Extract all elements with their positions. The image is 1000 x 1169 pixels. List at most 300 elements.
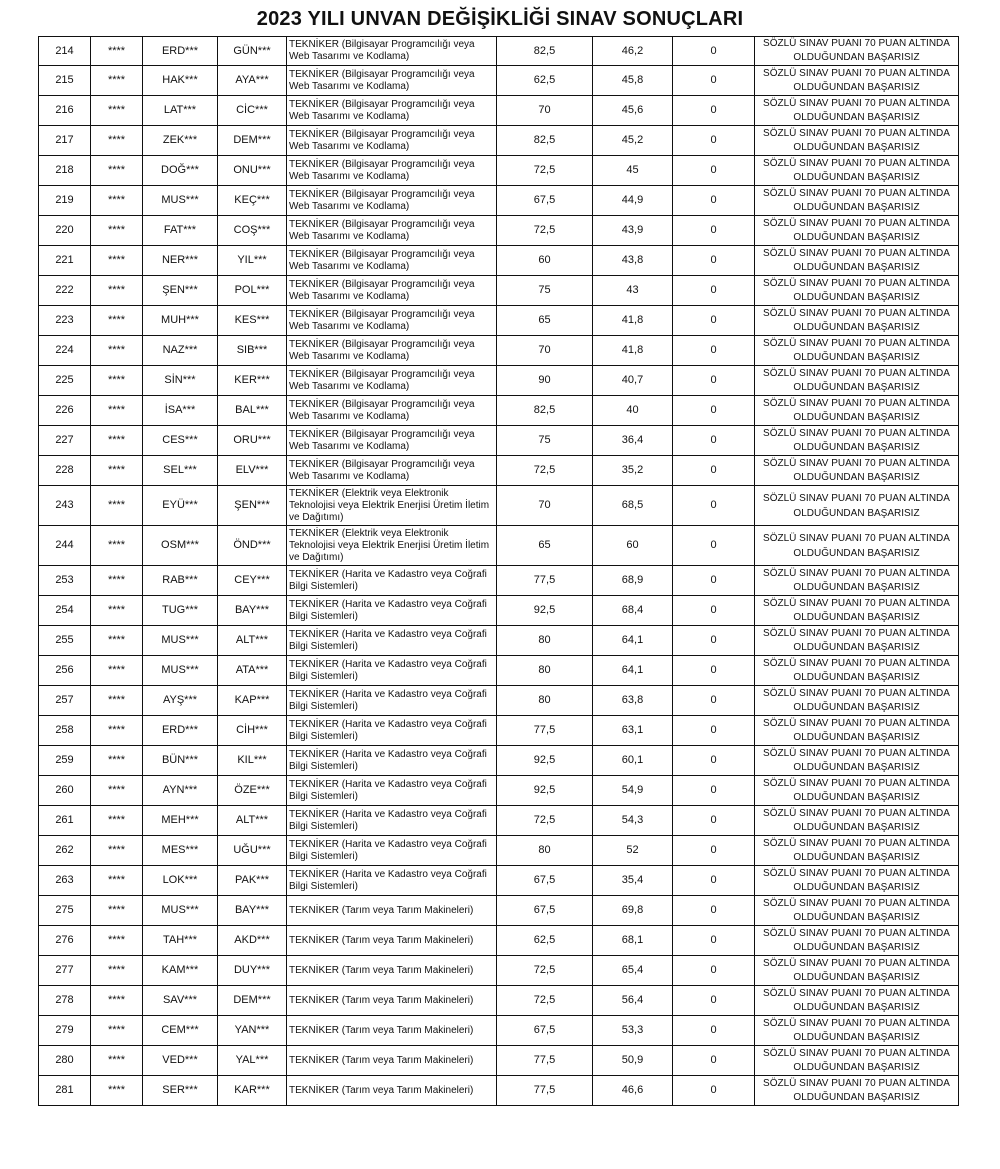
position-cell: TEKNİKER (Bilgisayar Programcılığı veya Web Tasarımı ve Kodlama) — [287, 156, 497, 186]
surname-cell: AYA*** — [218, 66, 287, 96]
position-cell: TEKNİKER (Bilgisayar Programcılığı veya Web Tasarımı ve Kodlama) — [287, 306, 497, 336]
final-score-cell: 0 — [673, 1016, 755, 1046]
oral-score-cell: 69,8 — [593, 896, 673, 926]
final-score-cell: 0 — [673, 486, 755, 526]
surname-cell: COŞ*** — [218, 216, 287, 246]
oral-score-cell: 52 — [593, 836, 673, 866]
tc-no-cell: **** — [91, 96, 143, 126]
sira-no-cell: 254 — [39, 596, 91, 626]
written-score-cell: 82,5 — [497, 396, 593, 426]
tc-no-cell: **** — [91, 866, 143, 896]
result-cell: SÖZLÜ SINAV PUANI 70 PUAN ALTINDA OLDUĞUNDAN BAŞARISIZ — [755, 716, 959, 746]
sira-no-cell: 219 — [39, 186, 91, 216]
written-score-cell: 72,5 — [497, 216, 593, 246]
surname-cell: YIL*** — [218, 246, 287, 276]
written-score-cell: 92,5 — [497, 596, 593, 626]
written-score-cell: 82,5 — [497, 37, 593, 66]
final-score-cell: 0 — [673, 336, 755, 366]
name-cell: EYÜ*** — [143, 486, 218, 526]
final-score-cell: 0 — [673, 186, 755, 216]
tc-no-cell: **** — [91, 66, 143, 96]
surname-cell: BAL*** — [218, 396, 287, 426]
final-score-cell: 0 — [673, 596, 755, 626]
written-score-cell: 60 — [497, 246, 593, 276]
result-cell: SÖZLÜ SINAV PUANI 70 PUAN ALTINDA OLDUĞUNDAN BAŞARISIZ — [755, 1046, 959, 1076]
surname-cell: ELV*** — [218, 456, 287, 486]
surname-cell: KEÇ*** — [218, 186, 287, 216]
written-score-cell: 80 — [497, 836, 593, 866]
sira-no-cell: 243 — [39, 486, 91, 526]
position-cell: TEKNİKER (Harita ve Kadastro veya Coğrafi Bilgi Sistemleri) — [287, 566, 497, 596]
sira-no-cell: 215 — [39, 66, 91, 96]
name-cell: AYN*** — [143, 776, 218, 806]
result-cell: SÖZLÜ SINAV PUANI 70 PUAN ALTINDA OLDUĞUNDAN BAŞARISIZ — [755, 216, 959, 246]
position-cell: TEKNİKER (Harita ve Kadastro veya Coğrafi Bilgi Sistemleri) — [287, 776, 497, 806]
result-cell: SÖZLÜ SINAV PUANI 70 PUAN ALTINDA OLDUĞUNDAN BAŞARISIZ — [755, 686, 959, 716]
surname-cell: KER*** — [218, 366, 287, 396]
result-cell: SÖZLÜ SINAV PUANI 70 PUAN ALTINDA OLDUĞUNDAN BAŞARISIZ — [755, 1076, 959, 1106]
table-row — [39, 246, 959, 276]
oral-score-cell: 43 — [593, 276, 673, 306]
table-row — [39, 396, 959, 426]
sira-no-cell: 263 — [39, 866, 91, 896]
written-score-cell: 80 — [497, 626, 593, 656]
oral-score-cell: 43,9 — [593, 216, 673, 246]
result-cell: SÖZLÜ SINAV PUANI 70 PUAN ALTINDA OLDUĞUNDAN BAŞARISIZ — [755, 956, 959, 986]
name-cell: KAM*** — [143, 956, 218, 986]
position-cell: TEKNİKER (Tarım veya Tarım Makineleri) — [287, 986, 497, 1016]
position-cell: TEKNİKER (Bilgisayar Programcılığı veya Web Tasarımı ve Kodlama) — [287, 456, 497, 486]
sira-no-cell: 228 — [39, 456, 91, 486]
final-score-cell: 0 — [673, 306, 755, 336]
written-score-cell: 65 — [497, 526, 593, 566]
position-cell: TEKNİKER (Harita ve Kadastro veya Coğrafi Bilgi Sistemleri) — [287, 656, 497, 686]
final-score-cell: 0 — [673, 956, 755, 986]
tc-no-cell: **** — [91, 276, 143, 306]
oral-score-cell: 53,3 — [593, 1016, 673, 1046]
sira-no-cell: 259 — [39, 746, 91, 776]
oral-score-cell: 64,1 — [593, 656, 673, 686]
written-score-cell: 75 — [497, 276, 593, 306]
name-cell: LAT*** — [143, 96, 218, 126]
tc-no-cell: **** — [91, 1046, 143, 1076]
table-row — [39, 456, 959, 486]
result-cell: SÖZLÜ SINAV PUANI 70 PUAN ALTINDA OLDUĞUNDAN BAŞARISIZ — [755, 896, 959, 926]
final-score-cell: 0 — [673, 1076, 755, 1106]
result-cell: SÖZLÜ SINAV PUANI 70 PUAN ALTINDA OLDUĞUNDAN BAŞARISIZ — [755, 626, 959, 656]
name-cell: MUH*** — [143, 306, 218, 336]
surname-cell: PAK*** — [218, 866, 287, 896]
table-row — [39, 956, 959, 986]
name-cell: ERD*** — [143, 37, 218, 66]
final-score-cell: 0 — [673, 126, 755, 156]
table-row — [39, 276, 959, 306]
sira-no-cell: 256 — [39, 656, 91, 686]
name-cell: ŞEN*** — [143, 276, 218, 306]
tc-no-cell: **** — [91, 566, 143, 596]
position-cell: TEKNİKER (Harita ve Kadastro veya Coğrafi Bilgi Sistemleri) — [287, 596, 497, 626]
tc-no-cell: **** — [91, 806, 143, 836]
tc-no-cell: **** — [91, 456, 143, 486]
table-row — [39, 836, 959, 866]
written-score-cell: 77,5 — [497, 1046, 593, 1076]
table-row — [39, 866, 959, 896]
tc-no-cell: **** — [91, 526, 143, 566]
final-score-cell: 0 — [673, 836, 755, 866]
surname-cell: DEM*** — [218, 126, 287, 156]
position-cell: TEKNİKER (Harita ve Kadastro veya Coğrafi Bilgi Sistemleri) — [287, 746, 497, 776]
oral-score-cell: 43,8 — [593, 246, 673, 276]
name-cell: BÜN*** — [143, 746, 218, 776]
sira-no-cell: 281 — [39, 1076, 91, 1106]
oral-score-cell: 36,4 — [593, 426, 673, 456]
written-score-cell: 67,5 — [497, 186, 593, 216]
result-cell: SÖZLÜ SINAV PUANI 70 PUAN ALTINDA OLDUĞUNDAN BAŞARISIZ — [755, 456, 959, 486]
result-cell: SÖZLÜ SINAV PUANI 70 PUAN ALTINDA OLDUĞUNDAN BAŞARISIZ — [755, 656, 959, 686]
page-title: 2023 YILI UNVAN DEĞİŞİKLİĞİ SINAV SONUÇLARI — [256, 8, 744, 30]
sira-no-cell: 225 — [39, 366, 91, 396]
sira-no-cell: 253 — [39, 566, 91, 596]
tc-no-cell: **** — [91, 956, 143, 986]
position-cell: TEKNİKER (Bilgisayar Programcılığı veya Web Tasarımı ve Kodlama) — [287, 366, 497, 396]
table-row — [39, 1016, 959, 1046]
name-cell: SER*** — [143, 1076, 218, 1106]
tc-no-cell: **** — [91, 426, 143, 456]
tc-no-cell: **** — [91, 216, 143, 246]
tc-no-cell: **** — [91, 596, 143, 626]
name-cell: İSA*** — [143, 396, 218, 426]
name-cell: VED*** — [143, 1046, 218, 1076]
surname-cell: DEM*** — [218, 986, 287, 1016]
position-cell: TEKNİKER (Tarım veya Tarım Makineleri) — [287, 1076, 497, 1106]
surname-cell: SIB*** — [218, 336, 287, 366]
name-cell: ZEK*** — [143, 126, 218, 156]
sira-no-cell: 227 — [39, 426, 91, 456]
final-score-cell: 0 — [673, 866, 755, 896]
name-cell: SAV*** — [143, 986, 218, 1016]
table-row — [39, 626, 959, 656]
sira-no-cell: 220 — [39, 216, 91, 246]
oral-score-cell: 35,4 — [593, 866, 673, 896]
sira-no-cell: 226 — [39, 396, 91, 426]
result-cell: SÖZLÜ SINAV PUANI 70 PUAN ALTINDA OLDUĞUNDAN BAŞARISIZ — [755, 566, 959, 596]
name-cell: AYŞ*** — [143, 686, 218, 716]
table-row — [39, 806, 959, 836]
written-score-cell: 70 — [497, 336, 593, 366]
oral-score-cell: 68,5 — [593, 486, 673, 526]
result-cell: SÖZLÜ SINAV PUANI 70 PUAN ALTINDA OLDUĞUNDAN BAŞARISIZ — [755, 746, 959, 776]
result-cell: SÖZLÜ SINAV PUANI 70 PUAN ALTINDA OLDUĞUNDAN BAŞARISIZ — [755, 806, 959, 836]
surname-cell: ONU*** — [218, 156, 287, 186]
final-score-cell: 0 — [673, 156, 755, 186]
table-row — [39, 716, 959, 746]
tc-no-cell: **** — [91, 776, 143, 806]
position-cell: TEKNİKER (Harita ve Kadastro veya Coğrafi Bilgi Sistemleri) — [287, 686, 497, 716]
table-row — [39, 1076, 959, 1106]
written-score-cell: 67,5 — [497, 896, 593, 926]
surname-cell: CİH*** — [218, 716, 287, 746]
position-cell: TEKNİKER (Harita ve Kadastro veya Coğrafi Bilgi Sistemleri) — [287, 806, 497, 836]
name-cell: TAH*** — [143, 926, 218, 956]
written-score-cell: 65 — [497, 306, 593, 336]
name-cell: HAK*** — [143, 66, 218, 96]
surname-cell: KAP*** — [218, 686, 287, 716]
surname-cell: GÜN*** — [218, 37, 287, 66]
surname-cell: BAY*** — [218, 596, 287, 626]
surname-cell: ÖND*** — [218, 526, 287, 566]
sira-no-cell: 255 — [39, 626, 91, 656]
name-cell: TUG*** — [143, 596, 218, 626]
name-cell: MUS*** — [143, 656, 218, 686]
oral-score-cell: 60,1 — [593, 746, 673, 776]
tc-no-cell: **** — [91, 716, 143, 746]
sira-no-cell: 278 — [39, 986, 91, 1016]
surname-cell: ATA*** — [218, 656, 287, 686]
result-cell: SÖZLÜ SINAV PUANI 70 PUAN ALTINDA OLDUĞUNDAN BAŞARISIZ — [755, 366, 959, 396]
final-score-cell: 0 — [673, 686, 755, 716]
sira-no-cell: 276 — [39, 926, 91, 956]
written-score-cell: 80 — [497, 686, 593, 716]
position-cell: TEKNİKER (Bilgisayar Programcılığı veya Web Tasarımı ve Kodlama) — [287, 66, 497, 96]
position-cell: TEKNİKER (Bilgisayar Programcılığı veya Web Tasarımı ve Kodlama) — [287, 37, 497, 66]
final-score-cell: 0 — [673, 566, 755, 596]
written-score-cell: 70 — [497, 486, 593, 526]
surname-cell: KES*** — [218, 306, 287, 336]
written-score-cell: 77,5 — [497, 1076, 593, 1106]
position-cell: TEKNİKER (Bilgisayar Programcılığı veya Web Tasarımı ve Kodlama) — [287, 96, 497, 126]
oral-score-cell: 35,2 — [593, 456, 673, 486]
surname-cell: CİC*** — [218, 96, 287, 126]
tc-no-cell: **** — [91, 836, 143, 866]
position-cell: TEKNİKER (Bilgisayar Programcılığı veya Web Tasarımı ve Kodlama) — [287, 186, 497, 216]
result-cell: SÖZLÜ SINAV PUANI 70 PUAN ALTINDA OLDUĞUNDAN BAŞARISIZ — [755, 306, 959, 336]
result-cell: SÖZLÜ SINAV PUANI 70 PUAN ALTINDA OLDUĞUNDAN BAŞARISIZ — [755, 396, 959, 426]
table-row — [39, 96, 959, 126]
oral-score-cell: 63,1 — [593, 716, 673, 746]
tc-no-cell: **** — [91, 986, 143, 1016]
tc-no-cell: **** — [91, 186, 143, 216]
result-cell: SÖZLÜ SINAV PUANI 70 PUAN ALTINDA OLDUĞUNDAN BAŞARISIZ — [755, 276, 959, 306]
name-cell: MEH*** — [143, 806, 218, 836]
tc-no-cell: **** — [91, 926, 143, 956]
surname-cell: ALT*** — [218, 806, 287, 836]
position-cell: TEKNİKER (Bilgisayar Programcılığı veya Web Tasarımı ve Kodlama) — [287, 426, 497, 456]
result-cell: SÖZLÜ SINAV PUANI 70 PUAN ALTINDA OLDUĞUNDAN BAŞARISIZ — [755, 246, 959, 276]
position-cell: TEKNİKER (Bilgisayar Programcılığı veya Web Tasarımı ve Kodlama) — [287, 216, 497, 246]
sira-no-cell: 217 — [39, 126, 91, 156]
position-cell: TEKNİKER (Tarım veya Tarım Makineleri) — [287, 926, 497, 956]
surname-cell: KIL*** — [218, 746, 287, 776]
result-cell: SÖZLÜ SINAV PUANI 70 PUAN ALTINDA OLDUĞUNDAN BAŞARISIZ — [755, 37, 959, 66]
surname-cell: YAN*** — [218, 1016, 287, 1046]
final-score-cell: 0 — [673, 396, 755, 426]
written-score-cell: 90 — [497, 366, 593, 396]
oral-score-cell: 40,7 — [593, 366, 673, 396]
result-cell: SÖZLÜ SINAV PUANI 70 PUAN ALTINDA OLDUĞUNDAN BAŞARISIZ — [755, 526, 959, 566]
position-cell: TEKNİKER (Bilgisayar Programcılığı veya Web Tasarımı ve Kodlama) — [287, 276, 497, 306]
tc-no-cell: **** — [91, 246, 143, 276]
final-score-cell: 0 — [673, 746, 755, 776]
result-cell: SÖZLÜ SINAV PUANI 70 PUAN ALTINDA OLDUĞUNDAN BAŞARISIZ — [755, 426, 959, 456]
result-cell: SÖZLÜ SINAV PUANI 70 PUAN ALTINDA OLDUĞUNDAN BAŞARISIZ — [755, 96, 959, 126]
name-cell: RAB*** — [143, 566, 218, 596]
written-score-cell: 77,5 — [497, 566, 593, 596]
table-row — [39, 1046, 959, 1076]
written-score-cell: 72,5 — [497, 986, 593, 1016]
table-row — [39, 216, 959, 246]
surname-cell: UĞU*** — [218, 836, 287, 866]
surname-cell: ÖZE*** — [218, 776, 287, 806]
name-cell: CES*** — [143, 426, 218, 456]
oral-score-cell: 68,9 — [593, 566, 673, 596]
position-cell: TEKNİKER (Tarım veya Tarım Makineleri) — [287, 1046, 497, 1076]
final-score-cell: 0 — [673, 96, 755, 126]
position-cell: TEKNİKER (Tarım veya Tarım Makineleri) — [287, 896, 497, 926]
oral-score-cell: 50,9 — [593, 1046, 673, 1076]
table-row — [39, 486, 959, 526]
surname-cell: KAR*** — [218, 1076, 287, 1106]
tc-no-cell: **** — [91, 1076, 143, 1106]
final-score-cell: 0 — [673, 66, 755, 96]
result-cell: SÖZLÜ SINAV PUANI 70 PUAN ALTINDA OLDUĞUNDAN BAŞARISIZ — [755, 866, 959, 896]
tc-no-cell: **** — [91, 126, 143, 156]
table-row — [39, 37, 959, 66]
surname-cell: CEY*** — [218, 566, 287, 596]
result-cell: SÖZLÜ SINAV PUANI 70 PUAN ALTINDA OLDUĞUNDAN BAŞARISIZ — [755, 126, 959, 156]
sira-no-cell: 260 — [39, 776, 91, 806]
result-cell: SÖZLÜ SINAV PUANI 70 PUAN ALTINDA OLDUĞUNDAN BAŞARISIZ — [755, 66, 959, 96]
tc-no-cell: **** — [91, 626, 143, 656]
sira-no-cell: 258 — [39, 716, 91, 746]
sira-no-cell: 218 — [39, 156, 91, 186]
position-cell: TEKNİKER (Bilgisayar Programcılığı veya Web Tasarımı ve Kodlama) — [287, 396, 497, 426]
tc-no-cell: **** — [91, 306, 143, 336]
name-cell: LOK*** — [143, 866, 218, 896]
written-score-cell: 62,5 — [497, 926, 593, 956]
final-score-cell: 0 — [673, 926, 755, 956]
final-score-cell: 0 — [673, 37, 755, 66]
surname-cell: POL*** — [218, 276, 287, 306]
tc-no-cell: **** — [91, 656, 143, 686]
table-row — [39, 986, 959, 1016]
tc-no-cell: **** — [91, 686, 143, 716]
result-cell: SÖZLÜ SINAV PUANI 70 PUAN ALTINDA OLDUĞUNDAN BAŞARISIZ — [755, 596, 959, 626]
surname-cell: ŞEN*** — [218, 486, 287, 526]
name-cell: NER*** — [143, 246, 218, 276]
written-score-cell: 70 — [497, 96, 593, 126]
table-row — [39, 306, 959, 336]
surname-cell: AKD*** — [218, 926, 287, 956]
name-cell: MUS*** — [143, 896, 218, 926]
final-score-cell: 0 — [673, 426, 755, 456]
table-row — [39, 686, 959, 716]
name-cell: SEL*** — [143, 456, 218, 486]
final-score-cell: 0 — [673, 216, 755, 246]
table-row — [39, 566, 959, 596]
oral-score-cell: 64,1 — [593, 626, 673, 656]
oral-score-cell: 45,6 — [593, 96, 673, 126]
tc-no-cell: **** — [91, 486, 143, 526]
surname-cell: DUY*** — [218, 956, 287, 986]
sira-no-cell: 261 — [39, 806, 91, 836]
surname-cell: BAY*** — [218, 896, 287, 926]
oral-score-cell: 40 — [593, 396, 673, 426]
written-score-cell: 72,5 — [497, 806, 593, 836]
tc-no-cell: **** — [91, 746, 143, 776]
written-score-cell: 72,5 — [497, 956, 593, 986]
final-score-cell: 0 — [673, 246, 755, 276]
tc-no-cell: **** — [91, 366, 143, 396]
results-table-body — [39, 37, 959, 1106]
result-cell: SÖZLÜ SINAV PUANI 70 PUAN ALTINDA OLDUĞUNDAN BAŞARISIZ — [755, 486, 959, 526]
final-score-cell: 0 — [673, 896, 755, 926]
final-score-cell: 0 — [673, 716, 755, 746]
result-cell: SÖZLÜ SINAV PUANI 70 PUAN ALTINDA OLDUĞUNDAN BAŞARISIZ — [755, 776, 959, 806]
table-row — [39, 126, 959, 156]
position-cell: TEKNİKER (Harita ve Kadastro veya Coğrafi Bilgi Sistemleri) — [287, 866, 497, 896]
table-row — [39, 526, 959, 566]
written-score-cell: 75 — [497, 426, 593, 456]
surname-cell: ORU*** — [218, 426, 287, 456]
oral-score-cell: 41,8 — [593, 336, 673, 366]
tc-no-cell: **** — [91, 1016, 143, 1046]
final-score-cell: 0 — [673, 776, 755, 806]
tc-no-cell: **** — [91, 37, 143, 66]
written-score-cell: 67,5 — [497, 1016, 593, 1046]
name-cell: FAT*** — [143, 216, 218, 246]
written-score-cell: 72,5 — [497, 156, 593, 186]
final-score-cell: 0 — [673, 626, 755, 656]
oral-score-cell: 46,2 — [593, 37, 673, 66]
surname-cell: YAL*** — [218, 1046, 287, 1076]
position-cell: TEKNİKER (Harita ve Kadastro veya Coğrafi Bilgi Sistemleri) — [287, 626, 497, 656]
sira-no-cell: 224 — [39, 336, 91, 366]
sira-no-cell: 216 — [39, 96, 91, 126]
written-score-cell: 77,5 — [497, 716, 593, 746]
oral-score-cell: 41,8 — [593, 306, 673, 336]
written-score-cell: 92,5 — [497, 776, 593, 806]
oral-score-cell: 68,1 — [593, 926, 673, 956]
sira-no-cell: 223 — [39, 306, 91, 336]
written-score-cell: 72,5 — [497, 456, 593, 486]
position-cell: TEKNİKER (Elektrik veya Elektronik Teknolojisi veya Elektrik Enerjisi Üretim İletim ve Dağıtımı) — [287, 486, 497, 526]
oral-score-cell: 63,8 — [593, 686, 673, 716]
oral-score-cell: 54,3 — [593, 806, 673, 836]
written-score-cell: 82,5 — [497, 126, 593, 156]
final-score-cell: 0 — [673, 656, 755, 686]
final-score-cell: 0 — [673, 986, 755, 1016]
sira-no-cell: 244 — [39, 526, 91, 566]
written-score-cell: 62,5 — [497, 66, 593, 96]
position-cell: TEKNİKER (Harita ve Kadastro veya Coğrafi Bilgi Sistemleri) — [287, 716, 497, 746]
tc-no-cell: **** — [91, 396, 143, 426]
oral-score-cell: 68,4 — [593, 596, 673, 626]
name-cell: MUS*** — [143, 626, 218, 656]
name-cell: OSM*** — [143, 526, 218, 566]
table-row — [39, 156, 959, 186]
oral-score-cell: 46,6 — [593, 1076, 673, 1106]
written-score-cell: 67,5 — [497, 866, 593, 896]
name-cell: MUS*** — [143, 186, 218, 216]
name-cell: CEM*** — [143, 1016, 218, 1046]
table-row — [39, 336, 959, 366]
sira-no-cell: 222 — [39, 276, 91, 306]
name-cell: NAZ*** — [143, 336, 218, 366]
result-cell: SÖZLÜ SINAV PUANI 70 PUAN ALTINDA OLDUĞUNDAN BAŞARISIZ — [755, 156, 959, 186]
oral-score-cell: 56,4 — [593, 986, 673, 1016]
table-row — [39, 656, 959, 686]
position-cell: TEKNİKER (Elektrik veya Elektronik Teknolojisi veya Elektrik Enerjisi Üretim İletim ve Dağıtımı) — [287, 526, 497, 566]
